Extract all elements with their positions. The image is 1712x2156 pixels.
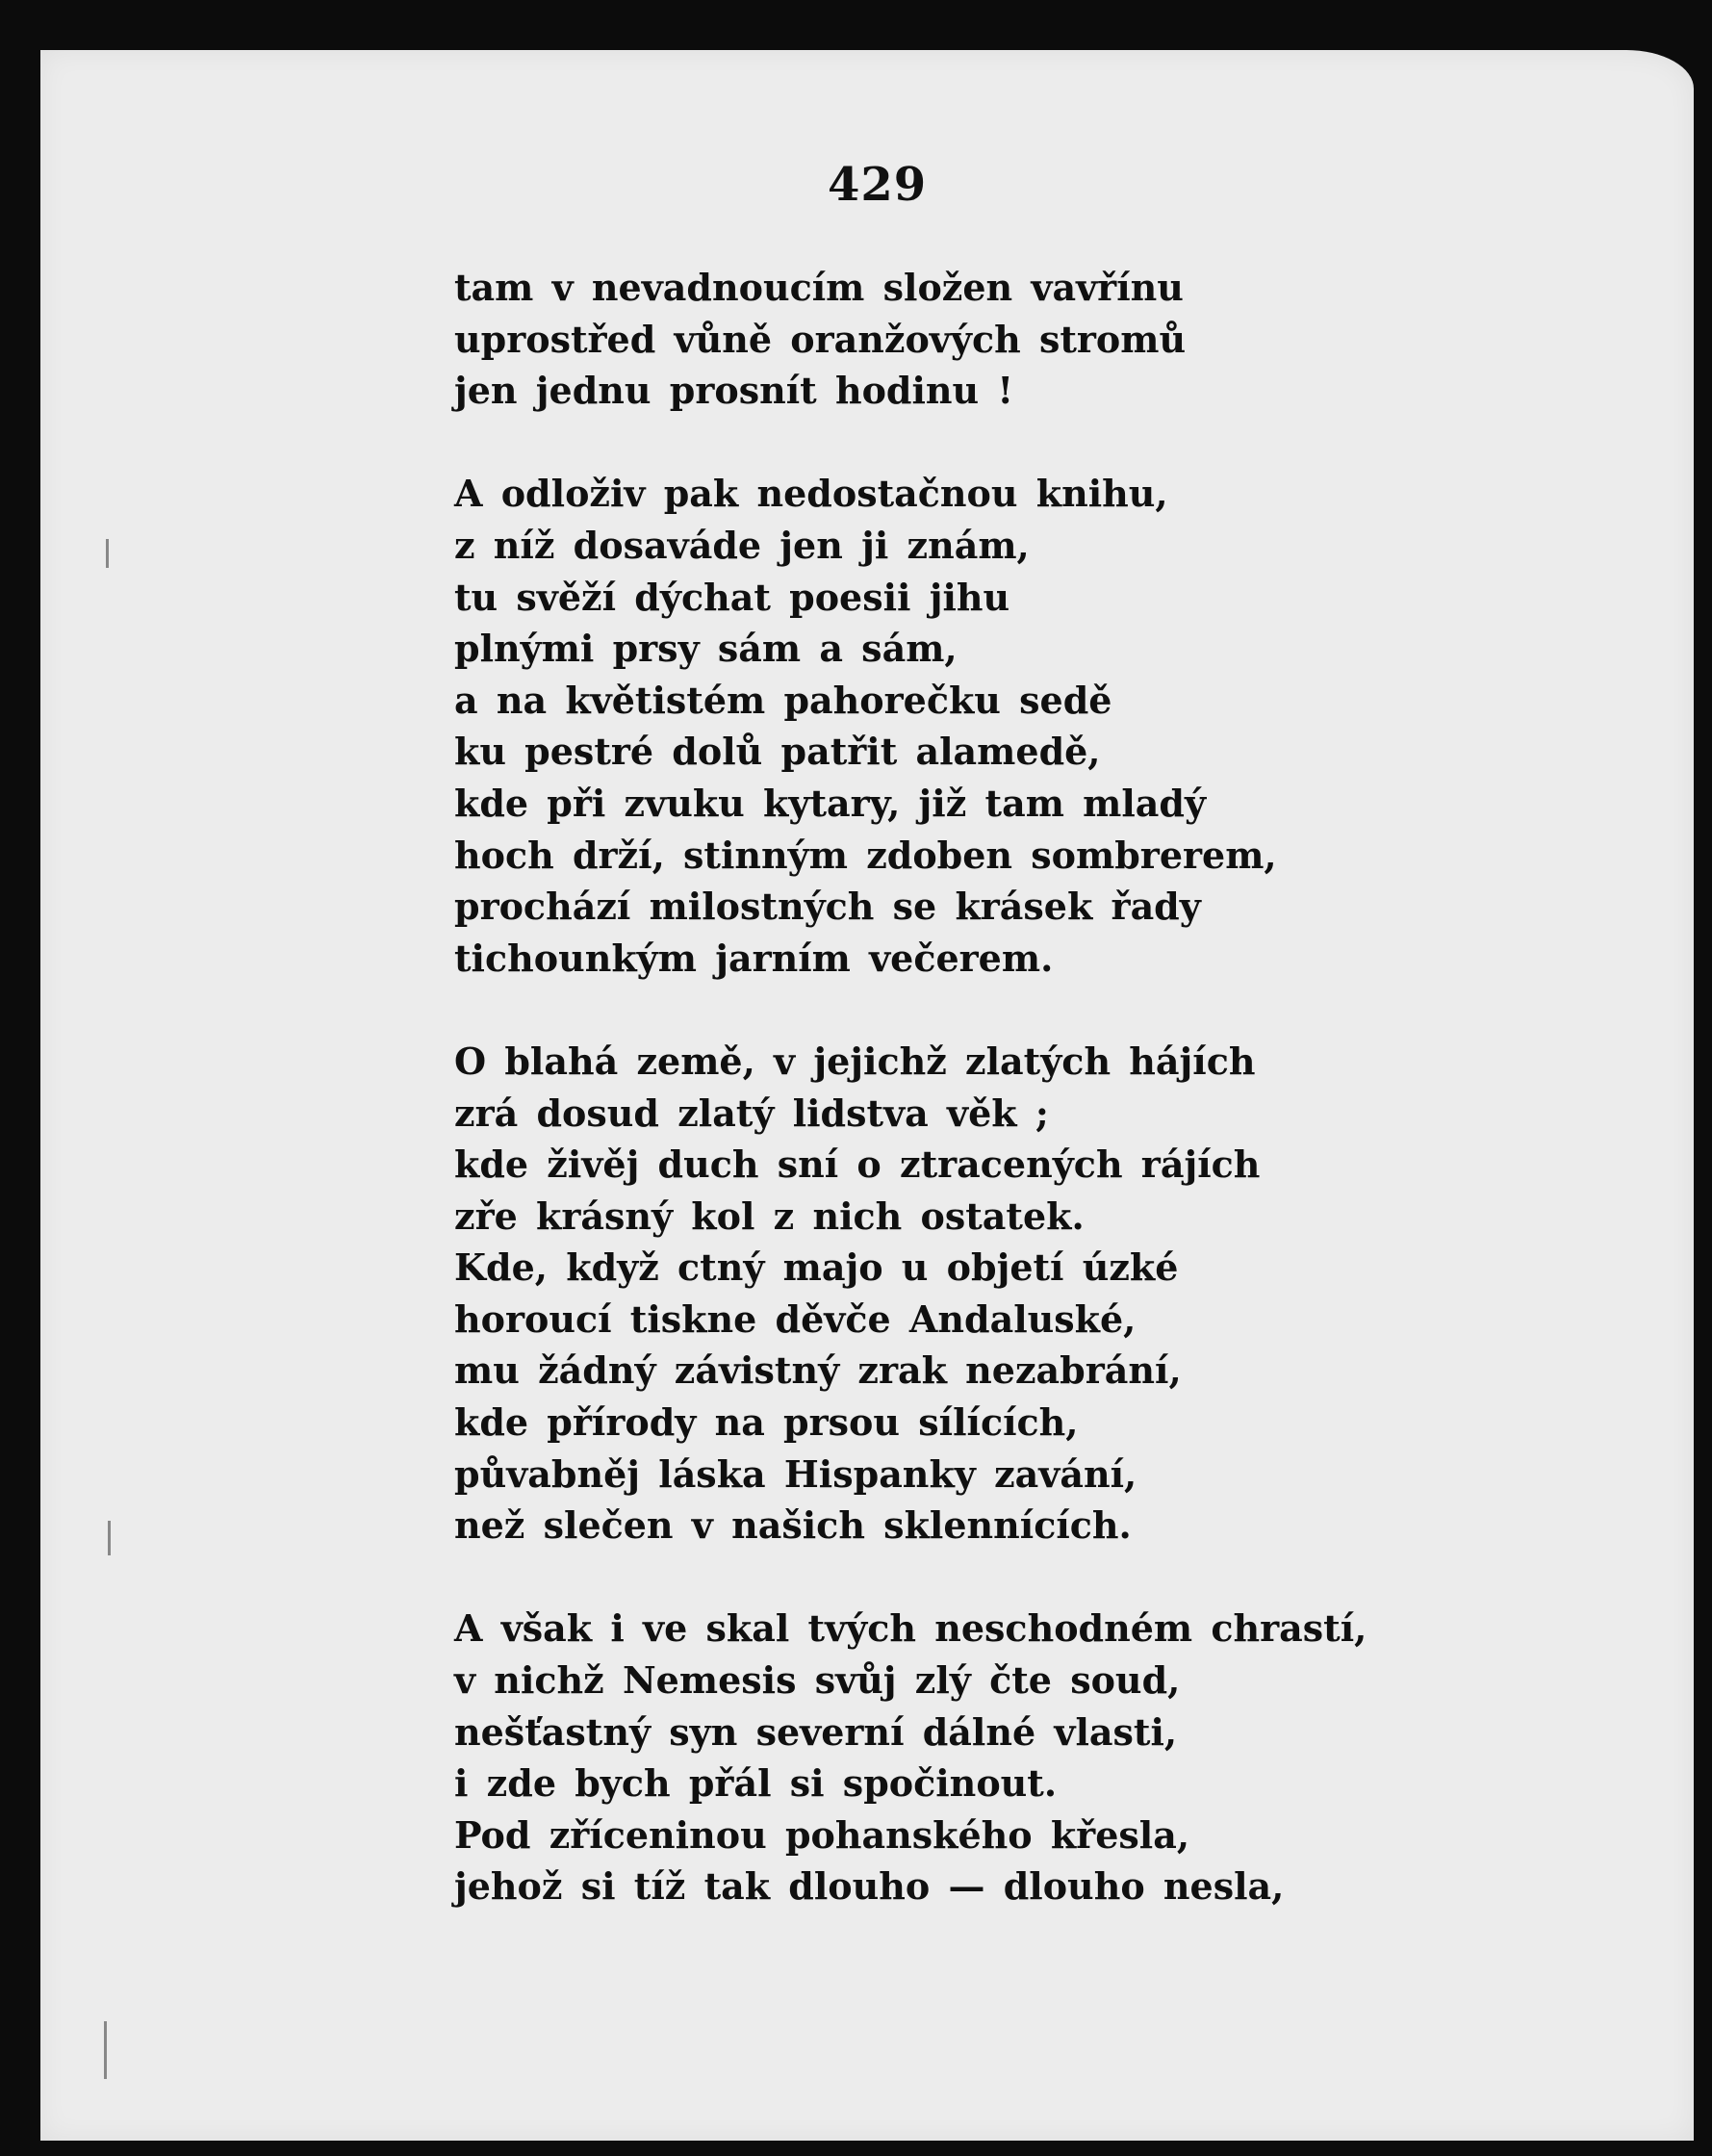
stanza (454, 468, 1609, 984)
poem-line: Kde, když ctný majo u objetí úzké (454, 1245, 1179, 1290)
poem-line: O blahá země, v jejichž zlatých hájích (454, 1039, 1256, 1083)
poem-line: kde přírody na prsou sílících, (454, 1400, 1079, 1445)
poem-text (454, 262, 1609, 1912)
poem-line: zře krásný kol z nich ostatek. (454, 1194, 1085, 1238)
poem-line: v nichž Nemesis svůj zlý čte soud, (454, 1658, 1181, 1703)
poem-line: hoch drží, stinným zdoben sombrerem, (454, 833, 1277, 877)
stanza (454, 1036, 1609, 1552)
stanza (454, 262, 1609, 417)
poem-line: jen jednu prosnít hodinu ! (454, 369, 1014, 413)
poem-line: než slečen v našich sklennících. (454, 1503, 1132, 1548)
poem-line: nešťastný syn severní dálné vlasti, (454, 1709, 1178, 1754)
poem-line: mu žádný závistný zrak nezabrání, (454, 1348, 1182, 1393)
poem-line: uprostřed vůně oranžových stromů (454, 317, 1187, 361)
poem-line: i zde bych přál si spočinout. (454, 1761, 1058, 1806)
binding-mark (106, 539, 109, 568)
poem-line: jehož si tíž tak dlouho — dlouho nesla, (454, 1864, 1285, 1909)
poem-line: plnými prsy sám a sám, (454, 627, 958, 671)
poem-line: tam v nevadnoucím složen vavřínu (454, 266, 1184, 309)
poem-line: tichounkým jarním večerem. (454, 936, 1054, 980)
poem-line: A však i ve skal tvých neschodném chrastí, (454, 1606, 1367, 1651)
poem-line: A odloživ pak nedostačnou knihu, (454, 472, 1168, 516)
poem-line: a na květistém pahorečku sedě (454, 678, 1112, 722)
poem-line: horoucí tiskne děvče Andaluské, (454, 1296, 1137, 1341)
binding-mark (108, 1521, 111, 1555)
poem-line: z níž dosaváde jen ji znám, (454, 523, 1030, 567)
poem-line: půvabněj láska Hispanky zavání, (454, 1451, 1137, 1496)
stanza (454, 1603, 1609, 1912)
page-number: 429 (828, 158, 928, 212)
poem-line: kde při zvuku kytary, již tam mladý (454, 781, 1207, 825)
book-page (40, 50, 1694, 2141)
poem-line: ku pestré dolů patřit alamedě, (454, 730, 1101, 774)
poem-line: prochází milostných se krásek řady (454, 885, 1201, 929)
poem-line: kde živěj duch sní o ztracených rájích (454, 1142, 1261, 1187)
poem-line: zrá dosud zlatý lidstva věk ; (454, 1091, 1049, 1135)
poem-line: Pod zříceninou pohanského křesla, (454, 1812, 1190, 1857)
poem-line: tu svěží dýchat poesii jihu (454, 575, 1010, 619)
binding-mark (104, 2021, 107, 2079)
